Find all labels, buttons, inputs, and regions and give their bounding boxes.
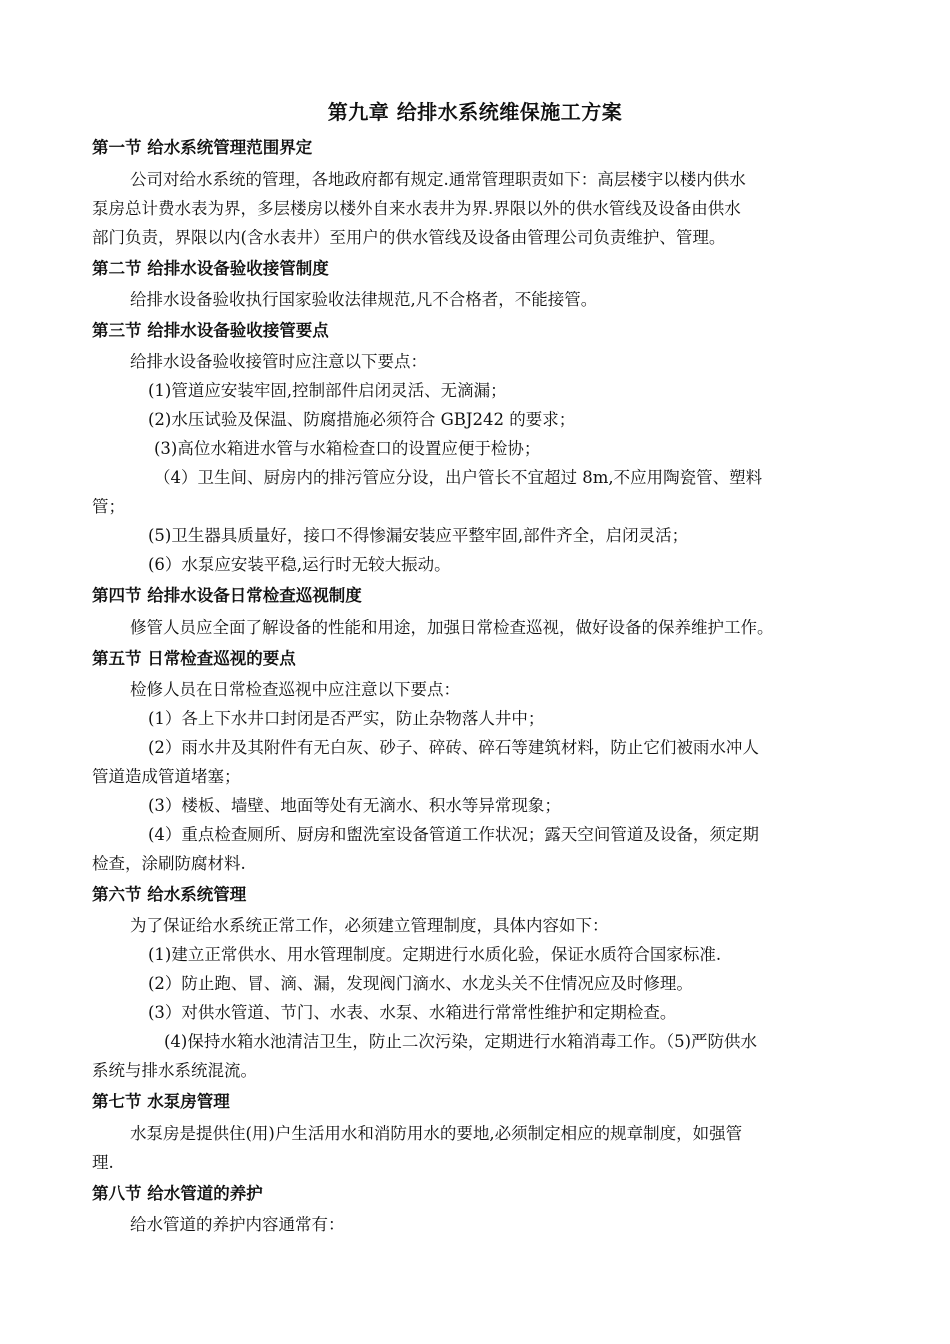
list-item: (2)水压试验及保温、防腐措施必须符合 GBJ242 的要求；	[148, 410, 576, 429]
section-heading-1: 第一节 给水系统管理范围界定	[92, 138, 313, 157]
section-heading-5: 第五节 日常检查巡视的要点	[92, 649, 296, 668]
section-heading-7: 第七节 水泵房管理	[92, 1092, 230, 1111]
list-item-continuation: 管道造成管道堵塞；	[92, 767, 241, 786]
paragraph-line: 检修人员在日常检查巡视中应注意以下要点：	[130, 680, 460, 699]
paragraph-line: 公司对给水系统的管理，各地政府都有规定.通常管理职责如下：高层楼宇以楼内供水	[130, 170, 746, 189]
list-item: (3）对供水管道、节门、水表、水泵、水箱进行常常性维护和定期检查。	[148, 1003, 677, 1022]
list-item: (1)管道应安装牢固,控制部件启闭灵活、无滴漏；	[148, 381, 507, 400]
section-heading-3: 第三节 给排水设备验收接管要点	[92, 321, 329, 340]
list-item: (3）楼板、墙壁、地面等处有无滴水、积水等异常现象；	[148, 796, 561, 815]
list-item: (2）雨水井及其附件有无白灰、砂子、碎砖、碎石等建筑材料，防止它们被雨水冲人	[148, 738, 759, 757]
list-item: (4)保持水箱水池清洁卫生，防止二次污染，定期进行水箱消毒工作。（5)严防供水	[164, 1032, 758, 1051]
list-item: (1)建立正常供水、用水管理制度。定期进行水质化验，保证水质符合国家标准.	[148, 945, 722, 964]
list-item: (5)卫生器具质量好，接口不得惨漏安装应平整牢固,部件齐全，启闭灵活；	[148, 526, 689, 545]
section-heading-6: 第六节 给水系统管理	[92, 885, 247, 904]
list-item: (3)高位水箱进水管与水箱检查口的设置应便于检协；	[154, 439, 541, 458]
paragraph-line: 为了保证给水系统正常工作，必须建立管理制度，具体内容如下：	[130, 916, 609, 935]
list-item-continuation: 系统与排水系统混流。	[92, 1061, 257, 1080]
paragraph-line: 给排水设备验收执行国家验收法律规范,凡不合格者，不能接管。	[130, 290, 598, 309]
list-item: (6）水泵应安装平稳,运行时无较大振动。	[148, 555, 451, 574]
section-heading-2: 第二节 给排水设备验收接管制度	[92, 259, 329, 278]
list-item: (2）防止跑、冒、滴、漏，发现阀门滴水、水龙头关不住情况应及时修理。	[148, 974, 693, 993]
list-item: (4）重点检查厕所、厨房和盥洗室设备管道工作状况；露天空间管道及设备，须定期	[148, 825, 759, 844]
section-heading-4: 第四节 给排水设备日常检查巡视制度	[92, 586, 362, 605]
list-item: (1）各上下水井口封闭是否严实，防止杂物落人井中；	[148, 709, 545, 728]
paragraph-line: 部门负责，界限以内(含水表井）至用户的供水管线及设备由管理公司负责维护、管理。	[92, 228, 726, 247]
paragraph-line: 修管人员应全面了解设备的性能和用途，加强日常检查巡视，做好设备的保养维护工作。	[130, 618, 774, 637]
paragraph-line: 泵房总计费水表为界，多层楼房以楼外自来水表井为界.界限以外的供水管线及设备由供水	[92, 199, 741, 218]
list-item-continuation: 管；	[92, 497, 125, 516]
paragraph-line: 水泵房是提供住(用)户生活用水和消防用水的要地,必须制定相应的规章制度，如强管	[130, 1124, 743, 1143]
section-heading-8: 第八节 给水管道的养护	[92, 1184, 263, 1203]
paragraph-line: 理.	[92, 1153, 114, 1172]
paragraph-line: 给排水设备验收接管时应注意以下要点：	[130, 352, 427, 371]
paragraph-line: 给水管道的养护内容通常有：	[130, 1215, 345, 1234]
list-item: （4）卫生间、厨房内的排污管应分设，出户管长不宜超过 8m,不应用陶瓷管、塑料	[154, 468, 763, 487]
chapter-title: 第九章 给排水系统维保施工方案	[327, 100, 623, 124]
list-item-continuation: 检查，涂刷防腐材料.	[92, 854, 246, 873]
